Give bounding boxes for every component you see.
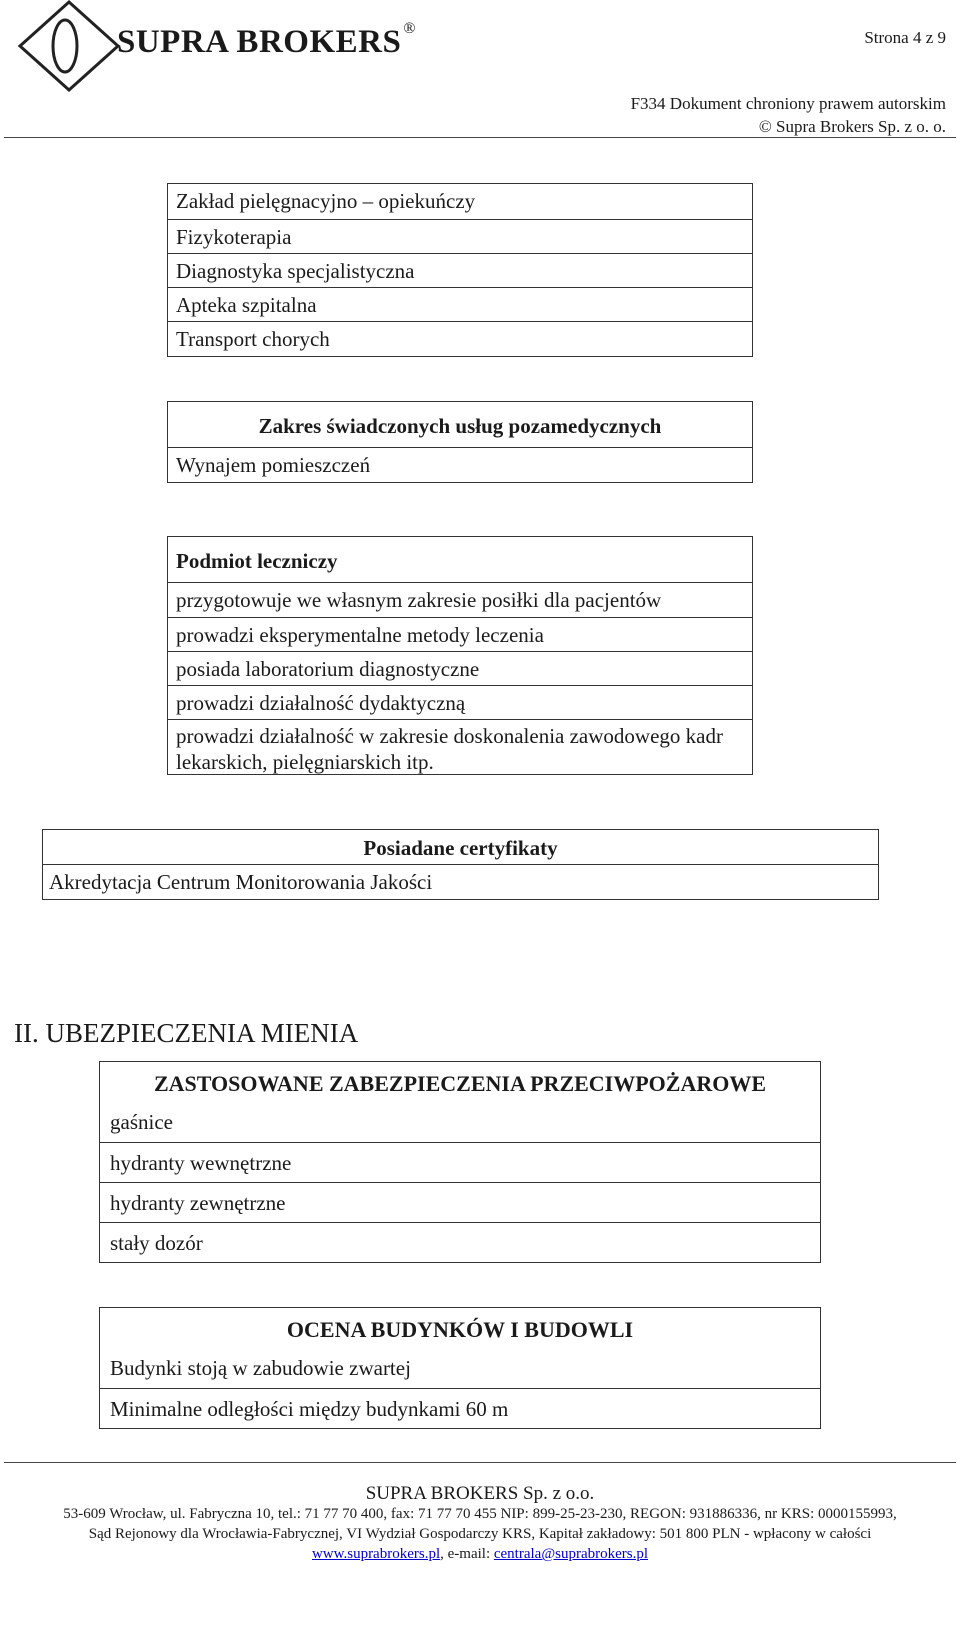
table-title: ZASTOSOWANE ZABEZPIECZENIA PRZECIWPOŻAROWE [153, 1071, 767, 1096]
table-row: hydranty zewnętrzne [100, 1182, 820, 1222]
brand-name: SUPRA BROKERS ® [117, 20, 416, 60]
registered-mark: ® [403, 20, 416, 37]
table-row: prowadzi działalność w zakresie doskonalenia zawodowego kadr lekarskich, pielęgniarskich itp. [168, 719, 752, 774]
nonmedical-services-table [167, 401, 753, 483]
table-row: hydranty wewnętrzne [100, 1142, 820, 1182]
table-row: Zakład pielęgnacyjno – opiekuńczy [176, 189, 476, 213]
footer-contact [0, 1544, 960, 1564]
page-number: Strona 4 z 9 [864, 28, 946, 47]
table-row: Akredytacja Centrum Monitorowania Jakości [43, 864, 878, 899]
table-row: przygotowuje we własnym zakresie posiłki dla pacjentów [168, 582, 752, 617]
table-title: Posiadane certyfikaty [363, 836, 558, 860]
table-row: Fizykoterapia [168, 219, 752, 253]
table-row: Budynki stoją w zabudowie zwartej [110, 1356, 411, 1380]
document-note [631, 92, 946, 138]
table-row: stały dozór [100, 1222, 820, 1262]
supra-brokers-logo [14, 0, 124, 92]
table-title: OCENA BUDYNKÓW I BUDOWLI [286, 1317, 634, 1342]
table-title: Podmiot leczniczy [176, 549, 338, 573]
footer [0, 1484, 960, 1564]
email-link[interactable]: centrala@suprabrokers.pl [493, 1546, 649, 1562]
table-row: Diagnostyka specjalistyczna [168, 253, 752, 287]
footer-company: SUPRA BROKERS Sp. z o.o. [365, 1483, 595, 1504]
certificates-table [42, 829, 879, 900]
footer-registration: Sąd Rejonowy dla Wrocławia-Fabrycznej, VI Wydział Gospodarczy KRS, Kapitał zakładowy: 501 800 PLN - wpłacony w całości [88, 1526, 872, 1542]
table-title: Zakres świadczonych usług pozamedycznych [258, 414, 662, 438]
table-row: Wynajem pomieszczeń [168, 447, 752, 482]
table-row: posiada laboratorium diagnostyczne [168, 651, 752, 685]
footer-divider [4, 1462, 956, 1463]
table-row: Minimalne odległości między budynkami 60 m [100, 1388, 820, 1428]
table-row: Apteka szpitalna [168, 287, 752, 321]
medical-entity-table [167, 536, 753, 775]
services-table [167, 183, 753, 357]
header-divider [4, 137, 956, 138]
table-row: Transport chorych [168, 321, 752, 356]
website-link[interactable]: www.suprabrokers.pl [311, 1546, 441, 1562]
table-row: prowadzi eksperymentalne metody leczenia [168, 617, 752, 651]
fire-protection-table [99, 1061, 821, 1263]
doc-copyright-line: F334 Dokument chroniony prawem autorskim [630, 94, 946, 113]
doc-owner-line: © Supra Brokers Sp. z o. o. [758, 117, 946, 136]
section-heading: II. UBEZPIECZENIA MIENIA [14, 1018, 359, 1048]
table-row: gaśnice [110, 1110, 173, 1134]
email-label: , e-mail: [440, 1546, 494, 1562]
building-assessment-table [99, 1307, 821, 1429]
footer-address: 53-609 Wrocław, ul. Fabryczna 10, tel.: 71 77 70 400, fax: 71 77 70 455 NIP: 899-25-23-230, REGON: 931886336, nr KRS: 0000155993, [63, 1506, 897, 1522]
table-row: prowadzi działalność dydaktyczną [168, 685, 752, 719]
